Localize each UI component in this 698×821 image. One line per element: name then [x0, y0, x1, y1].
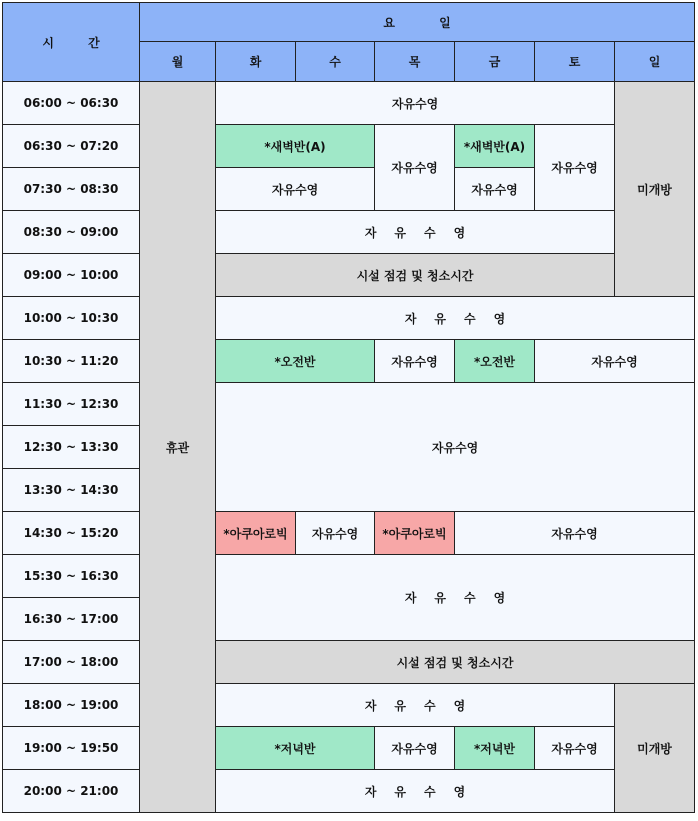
time-slot: 13:30 ~ 14:30 — [3, 469, 140, 512]
free-swim-char: 수 — [424, 698, 436, 713]
free-swim-spaced-cell — [216, 555, 695, 641]
free-swim-char: 자 — [364, 698, 377, 713]
free-swim-char: 자 — [404, 311, 417, 326]
aerobic-class-cell: *아쿠아로빅 — [216, 512, 296, 555]
time-slot: 19:00 ~ 19:50 — [3, 727, 140, 770]
free-swim-char: 자 — [364, 225, 377, 240]
day-header-thu: 목 — [375, 42, 455, 82]
time-slot: 15:30 ~ 16:30 — [3, 555, 140, 598]
aerobic-class-cell: *아쿠아로빅 — [375, 512, 455, 555]
evening-class-cell: *저녁반 — [455, 727, 535, 770]
free-swim-cell: 자유수영 — [455, 168, 535, 211]
free-swim-spaced-cell — [216, 684, 615, 727]
day-header-wed: 수 — [296, 42, 375, 82]
free-swim-cell: 자유수영 — [216, 383, 695, 512]
day-header-sat: 토 — [535, 42, 615, 82]
time-slot: 18:00 ~ 19:00 — [3, 684, 140, 727]
free-swim-cell: 자유수영 — [375, 125, 455, 211]
free-swim-cell: 자유수영 — [535, 125, 615, 211]
free-swim-char: 유 — [394, 698, 406, 713]
sunday-closed-am-cell: 미개방 — [615, 82, 695, 297]
free-swim-cell: 자유수영 — [535, 340, 695, 383]
evening-class-cell: *저녁반 — [216, 727, 375, 770]
day-header-tue: 화 — [216, 42, 296, 82]
time-slot: 06:30 ~ 07:20 — [3, 125, 140, 168]
time-slot: 09:00 ~ 10:00 — [3, 254, 140, 297]
free-swim-char: 수 — [464, 591, 476, 605]
time-slot: 06:00 ~ 06:30 — [3, 82, 140, 125]
free-swim-char: 수 — [464, 311, 476, 326]
free-swim-char: 유 — [394, 225, 406, 240]
monday-closed-cell: 휴관 — [140, 82, 216, 813]
free-swim-char: 수 — [424, 784, 436, 799]
time-slot: 11:30 ~ 12:30 — [3, 383, 140, 426]
free-swim-char: 수 — [424, 225, 436, 240]
free-swim-char: 영 — [453, 225, 466, 240]
time-header-label: 시 간 — [42, 35, 100, 50]
day-header-fri: 금 — [455, 42, 535, 82]
free-swim-spaced-cell — [216, 770, 615, 813]
free-swim-cell: 자유수영 — [375, 340, 455, 383]
dawn-class-cell: *새벽반(A) — [455, 125, 535, 168]
free-swim-cell: 자유수영 — [296, 512, 375, 555]
free-swim-cell: 자유수영 — [375, 727, 455, 770]
pool-schedule-table — [2, 2, 695, 813]
free-swim-char: 자 — [404, 591, 417, 605]
time-slot: 14:30 ~ 15:20 — [3, 512, 140, 555]
weekday-header-label: 요 일 — [383, 15, 451, 30]
free-swim-char: 유 — [394, 784, 406, 799]
free-swim-char: 자 — [364, 784, 377, 799]
free-swim-char: 유 — [434, 311, 446, 326]
time-slot: 16:30 ~ 17:00 — [3, 598, 140, 641]
free-swim-spaced-cell — [216, 297, 695, 340]
morning-class-cell: *오전반 — [455, 340, 535, 383]
free-swim-cell: 자유수영 — [216, 82, 615, 125]
free-swim-cell: 자유수영 — [455, 512, 695, 555]
free-swim-char: 영 — [493, 591, 506, 605]
time-slot: 20:00 ~ 21:00 — [3, 770, 140, 813]
maintenance-cell: 시설 점검 및 청소시간 — [216, 254, 615, 297]
dawn-class-cell: *새벽반(A) — [216, 125, 375, 168]
free-swim-cell: 자유수영 — [216, 168, 375, 211]
day-header-sun: 일 — [615, 42, 695, 82]
time-slot: 07:30 ~ 08:30 — [3, 168, 140, 211]
time-slot: 08:30 ~ 09:00 — [3, 211, 140, 254]
free-swim-spaced-cell — [216, 211, 615, 254]
time-slot: 17:00 ~ 18:00 — [3, 641, 140, 684]
sunday-closed-pm-cell: 미개방 — [615, 684, 695, 813]
free-swim-char: 영 — [453, 784, 466, 799]
weekday-header — [140, 3, 695, 42]
time-header — [3, 3, 140, 82]
morning-class-cell: *오전반 — [216, 340, 375, 383]
time-slot: 10:30 ~ 11:20 — [3, 340, 140, 383]
time-slot: 12:30 ~ 13:30 — [3, 426, 140, 469]
free-swim-char: 영 — [493, 311, 506, 326]
time-slot: 10:00 ~ 10:30 — [3, 297, 140, 340]
free-swim-cell: 자유수영 — [535, 727, 615, 770]
maintenance-cell: 시설 점검 및 청소시간 — [216, 641, 695, 684]
free-swim-char: 유 — [434, 591, 446, 605]
free-swim-char: 영 — [453, 698, 466, 713]
day-header-mon: 월 — [140, 42, 216, 82]
